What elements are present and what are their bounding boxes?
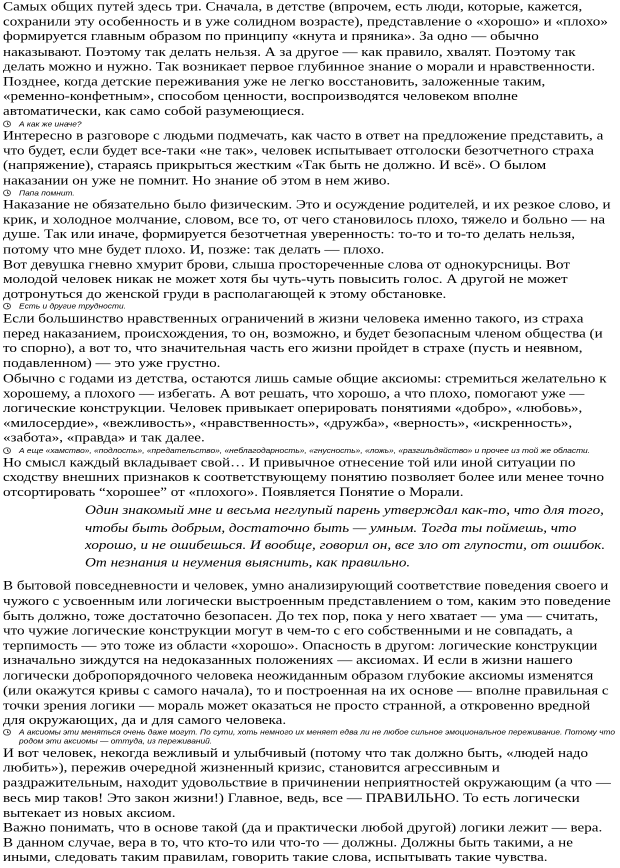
note-icon: [3, 189, 11, 196]
note-icon: [3, 303, 11, 310]
margin-note: [3, 446, 615, 454]
note-icon: [3, 120, 11, 127]
note-text: Есть и другие трудности.: [19, 302, 126, 311]
paragraph: Интересно в разговоре с людьми подмечать, как часто в ответ на предложение представить, а что будет, если будет все-таки «не так», человек испытывает отголоски безотчетного страха (напряжение), стараясь прикрыться жестким «Так быть не должно. И всё». О былом наказании он уже не помнит. Но знание об этом в нем живо.: [3, 129, 604, 188]
paragraph: Обычно с годами из детства, остаются лишь самые общие аксиомы: стремиться желательно к хорошему, а плохого — избегать. А вот решать, что хорошо, а что плохо, помогают уже — логические конструкции. Человек привыкает оперировать понятиями «добро», «любовь», «милосердие», «вежливость», «нравственность», «дружба», «верность», «искренность», «забота», «правда» и так далее.: [3, 372, 607, 446]
paragraph: Самых общих путей здесь три. Сначала, в детстве (впрочем, есть люди, которые, кажется, сохранили эту особенность и в уже солидном возрасте), представление о «хорошо» и «плохо» формируется главным образом по принципу «кнута и пряника». За одно — обычно наказывают. Поэтому так делать нельзя. А за другое — как правило, хвалят. Поэтому так делать можно и нужно. Так возникает первое глубинное знание о морали и нравственности. Позднее, когда детские переживания уже не легко восстановить, заложенные таким, «ременно-конфетным», способом ценности, воспроизводятся человеком вполне автоматически, как само собой разумеющиеся.: [3, 0, 608, 119]
paragraph: Но смысл каждый вкладывает свой… И привычное отнесение той или иной ситуации по сходству внешних признаков к соответствующему понятию позволяет более или менее точно отсортировать “хорошее” от «плохого». Появляется Понятие о Морали.: [3, 456, 605, 500]
paragraph: В бытовой повседневности и человек, умно анализирующий соответствие поведения своего и чужого с усвоенным или логически выстроенным представлением о том, каким это поведение быть должно, тоже достаточно безопасен. До тех пор, пока у него хватает — ума — считать, что чужие логические конструкции могут в чем-то с его собственными и не совпадать, а терпимость — это тоже из области «хорошо». Опасность в другом: логические конструкции изначально зиждутся на недоказанных положениях — аксиомах. И если в жизни нашего логически добропорядочного человека неожиданным образом глубокие аксиомы изменятся (или окажутся кривы с самого начала), то и построенная на их основе — вполне правильная с точки зрения логики — мораль может оказаться не просто странной, а откровенно вредной для окружающих, да и для самого человека.: [3, 579, 611, 728]
paragraph: Важно понимать, что в основе такой (да и практически любой другой) логики лежит — вера. В данном случае, вера в то, что кто-то или что-то — должны. Должны быть такими, а не иными, следовать таким правилам, говорить такие слова, испытывать такие чувства.: [3, 821, 603, 865]
block-quote: Один знакомый мне и весьма неглупый парень утверждал как-то, что для того, чтобы быть добрым, достаточно быть — умным. Тогда ты поймешь, что хорошо, и не ошибешься. И вообще, говорил он, все зло от глупости, от ошибок. От незнания и неумения выяснить, как правильно.: [85, 504, 606, 570]
paragraph: И вот человек, некогда вежливый и улыбчивый (потому что так должно быть, «людей надо любить»), пережив очередной жизненный кризис, становится агрессивным и раздражительным, находит удовольствие в причинении неприятностей окружающим (а что — весь мир таков! Это закон жизни!) Главное, ведь, все — ПРАВИЛЬНО. То есть логически вытекает из новых аксиом.: [3, 746, 611, 820]
margin-note: [3, 302, 615, 310]
note-icon: [3, 447, 11, 454]
margin-note: [3, 728, 615, 745]
document-content: [3, 0, 615, 866]
note-text: Папа помнит.: [19, 188, 75, 197]
margin-note: [3, 120, 615, 128]
paragraph: Вот девушка гневно хмурит брови, слыша простореченные слова от однокурсницы. Вот молодой человек никак не может хотя бы чуть-чуть повысить голос. А другой не может дотронуться до женской груди в располагающей к этому обстановке.: [3, 258, 570, 302]
paragraph: Наказание не обязательно было физическим. Это и осуждение родителей, и их резкое слово, и крик, и холодное молчание, словом, все то, от чего становилось плохо, тяжело и больно — на душе. Так или иначе, формируется безотчетная уверенность: то-то и то-то делать нельзя, потому что мне будет плохо. И, позже: так делать — плохо.: [3, 198, 611, 257]
paragraph: Если большинство нравственных ограничений в жизни человека именно такого, из страха перед наказанием, происхождения, то он, возможно, и будет безопасным членом общества (и то спорно), а вот то, что значительная часть его жизни пройдет в страхе (пусть и неявном, подавленном) — это уже грустно.: [3, 312, 603, 371]
note-text: А еще «хамство», «подлость», «предательство», «неблагодарность», «гнусность», «ложь», «разгильдяйство» и прочее из той же области.: [19, 446, 591, 455]
note-text: А аксиомы эти меняться очень даже могут. По сути, хоть немного их меняет едва ли не любое сильное эмоциональное переживание. Потому что родом эти аксиомы — оттуда, из переживаний.: [19, 728, 615, 746]
note-icon: [3, 729, 11, 736]
margin-note: [3, 189, 615, 197]
note-text: А как же иначе?: [19, 119, 82, 128]
